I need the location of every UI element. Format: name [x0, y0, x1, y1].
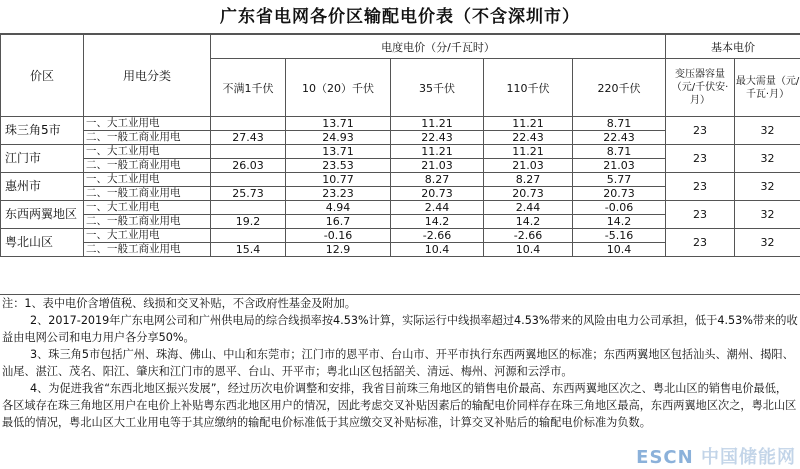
header-category: 用电分类 — [84, 35, 211, 117]
header-voltage: 220千伏 — [573, 59, 666, 117]
price-cell: 8.27 — [484, 173, 573, 187]
demand-price: 32 — [735, 201, 800, 229]
category-label: 一、大工业用电 — [84, 229, 211, 243]
header-demand: 最大需量（元/千瓦·月） — [735, 59, 800, 117]
header-basic-price: 基本电价 — [666, 35, 800, 59]
header-voltage: 不满1千伏 — [211, 59, 286, 117]
price-cell: -0.16 — [286, 229, 391, 243]
price-cell: 25.73 — [211, 187, 286, 201]
table-title: 广东省电网各价区输配电价表（不含深圳市） — [0, 0, 800, 34]
category-label: 一、大工业用电 — [84, 173, 211, 187]
price-cell: 12.9 — [286, 243, 391, 257]
price-cell: 11.21 — [391, 117, 484, 131]
price-cell: 13.71 — [286, 145, 391, 159]
capacity-price: 23 — [666, 145, 735, 173]
price-cell: 10.4 — [573, 243, 666, 257]
category-label: 一、大工业用电 — [84, 201, 211, 215]
demand-price: 32 — [735, 117, 800, 145]
table-row — [1, 117, 800, 131]
price-cell: 22.43 — [391, 131, 484, 145]
note-3: 3、珠三角5市包括广州、珠海、佛山、中山和东莞市；江门市的恩平市、台山市、开平市执行东西两翼地区的标准；东西两翼地区包括汕头、潮州、揭阳、汕尾、湛江、茂名、阳江、肇庆和江门市的恩平、台山、开平市；粤北山区包括韶关、清远、梅州、河源和云浮市。 — [2, 348, 794, 378]
price-cell: 23.53 — [286, 159, 391, 173]
region-name: 珠三角5市 — [1, 117, 84, 145]
note-2: 2、2017-2019年广东电网公司和广州供电局的综合线损率按4.53%计算，实际运行中线损率超过4.53%带来的风险由电力公司承担，低于4.53%带来的收益由电网公司和电力用户各分享50%。 — [2, 314, 798, 344]
category-label: 二、一般工商业用电 — [84, 131, 211, 145]
demand-price: 32 — [735, 145, 800, 173]
price-cell: -0.06 — [573, 201, 666, 215]
demand-price: 32 — [735, 229, 800, 257]
price-cell: 14.2 — [484, 215, 573, 229]
watermark-text: 中国储能网 — [701, 447, 796, 468]
header-capacity: 变压器容量（元/千伏安·月） — [666, 59, 735, 117]
note-4: 4、为促进我省“东西北地区振兴发展”，经过历次电价调整和安排，我省目前珠三角地区的销售电价最高、东西两翼地区次之、粤北山区的销售电价最低，各区域存在珠三角地区用户在电价上补贴粤东西北地区用户的情况，因此考虑交叉补贴因素后的输配电价同样存在珠三角地区最高，东西两翼地区次之，粤北山区最低的情况，粤北山区大工业用电等于其应缴纳的输配电价标准低于其应缴交叉补贴标准，计算交叉补贴后的输配电价标准为负数。 — [2, 382, 797, 429]
price-cell: 8.71 — [573, 117, 666, 131]
price-cell: 10.4 — [484, 243, 573, 257]
table-row — [1, 173, 800, 187]
price-cell: 20.73 — [484, 187, 573, 201]
category-label: 二、一般工商业用电 — [84, 215, 211, 229]
price-cell: 27.43 — [211, 131, 286, 145]
price-cell: 10.77 — [286, 173, 391, 187]
price-cell: 14.2 — [391, 215, 484, 229]
header-voltage: 10（20）千伏 — [286, 59, 391, 117]
header-energy-price: 电度电价（分/千瓦时） — [211, 35, 666, 59]
price-cell: 13.71 — [286, 117, 391, 131]
price-cell: 21.03 — [573, 159, 666, 173]
price-cell: 22.43 — [484, 131, 573, 145]
price-cell: 2.44 — [484, 201, 573, 215]
price-cell — [211, 229, 286, 243]
price-cell: 20.73 — [391, 187, 484, 201]
price-cell — [211, 173, 286, 187]
header-region: 价区 — [1, 35, 84, 117]
category-label: 一、大工业用电 — [84, 117, 211, 131]
watermark-logo: ESCN — [636, 447, 694, 468]
demand-price: 32 — [735, 173, 800, 201]
table-row — [1, 201, 800, 215]
price-cell: 15.4 — [211, 243, 286, 257]
price-cell: 14.2 — [573, 215, 666, 229]
watermark — [636, 443, 796, 469]
price-cell: 22.43 — [573, 131, 666, 145]
price-cell — [211, 201, 286, 215]
price-cell: 21.03 — [391, 159, 484, 173]
header-voltage: 110千伏 — [484, 59, 573, 117]
capacity-price: 23 — [666, 201, 735, 229]
price-cell: 11.21 — [391, 145, 484, 159]
price-cell: 8.27 — [391, 173, 484, 187]
price-cell — [211, 117, 286, 131]
table-row — [1, 229, 800, 243]
price-cell — [211, 145, 286, 159]
price-cell: 4.94 — [286, 201, 391, 215]
price-cell: 23.23 — [286, 187, 391, 201]
price-cell: 5.77 — [573, 173, 666, 187]
price-cell: 26.03 — [211, 159, 286, 173]
category-label: 二、一般工商业用电 — [84, 159, 211, 173]
category-label: 二、一般工商业用电 — [84, 243, 211, 257]
price-cell: -5.16 — [573, 229, 666, 243]
category-label: 二、一般工商业用电 — [84, 187, 211, 201]
price-cell: -2.66 — [484, 229, 573, 243]
table-row — [1, 145, 800, 159]
price-cell: 10.4 — [391, 243, 484, 257]
price-cell: 11.21 — [484, 117, 573, 131]
region-name: 江门市 — [1, 145, 84, 173]
price-cell: 20.73 — [573, 187, 666, 201]
region-name: 东西两翼地区 — [1, 201, 84, 229]
price-cell: 24.93 — [286, 131, 391, 145]
price-cell: 16.7 — [286, 215, 391, 229]
price-cell: 21.03 — [484, 159, 573, 173]
price-cell: 8.71 — [573, 145, 666, 159]
price-cell: -2.66 — [391, 229, 484, 243]
region-name: 粤北山区 — [1, 229, 84, 257]
capacity-price: 23 — [666, 229, 735, 257]
price-cell: 11.21 — [484, 145, 573, 159]
category-label: 一、大工业用电 — [84, 145, 211, 159]
capacity-price: 23 — [666, 117, 735, 145]
capacity-price: 23 — [666, 173, 735, 201]
tariff-table — [0, 34, 800, 257]
note-1: 注：1、表中电价含增值税、线损和交叉补贴，不含政府性基金及附加。 — [2, 297, 356, 310]
price-cell: 2.44 — [391, 201, 484, 215]
price-cell: 19.2 — [211, 215, 286, 229]
region-name: 惠州市 — [1, 173, 84, 201]
header-voltage: 35千伏 — [391, 59, 484, 117]
